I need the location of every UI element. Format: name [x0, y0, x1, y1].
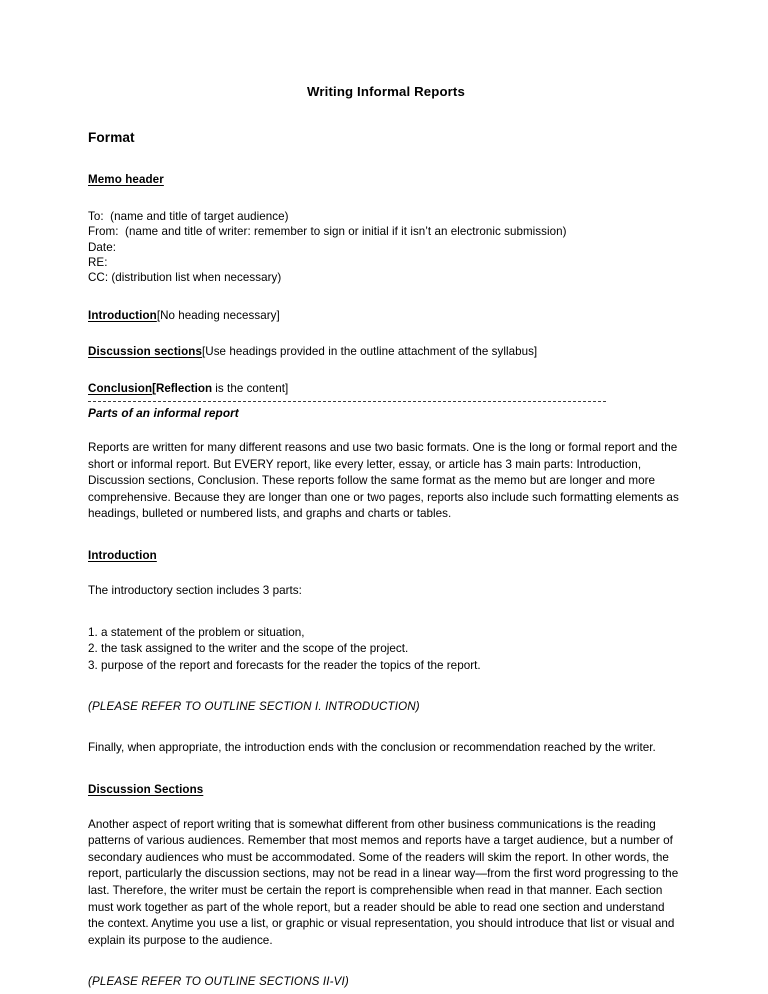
outline-heading-conclusion-label: Conclusion [88, 382, 153, 396]
section-heading-discussion-sections-label: Discussion Sections [88, 782, 204, 796]
note-outline-reference-discussion: (PLEASE REFER TO OUTLINE SECTIONS II-VI) [88, 975, 349, 989]
subsection-heading-memo-header [88, 172, 684, 188]
section-heading-format: Format [88, 129, 135, 145]
page-title: Writing Informal Reports [307, 84, 465, 99]
note-outline-reference-introduction: (PLEASE REFER TO OUTLINE SECTION I. INTRODUCTION) [88, 700, 420, 714]
section-divider [88, 401, 606, 402]
outline-heading-conclusion-note: is the content] [212, 382, 289, 396]
subheading-parts-of-informal-report: Parts of an informal report [88, 405, 239, 420]
memo-header-fields [88, 209, 684, 286]
outline-heading-discussion-sections-note: [Use headings provided in the outline attachment of the syllabus] [202, 345, 538, 359]
section-heading-discussion-sections [88, 782, 684, 797]
memo-line-to: To: (name and title of target audience) [88, 209, 289, 223]
memo-header-label: Memo header [88, 173, 164, 187]
list-introduction-parts [88, 625, 684, 675]
list-item: 3. purpose of the report and forecasts for the reader the topics of the report. [88, 658, 481, 672]
paragraph-introduction-closing: Finally, when appropriate, the introduction ends with the conclusion or recommendation reached by the writer. [88, 740, 656, 754]
paragraph-discussion-sections: Another aspect of report writing that is somewhat different from other business communications is the reading patterns of various audiences. Remember that most memos and reports have a target audience, but a number of secondary audiences who must be accommodated. Some of the readers will skim the report. In other words, the report, particularly the discussion sections, may not be read in a linear way—from the first word progressing to the last. Therefore, the writer must be certain the report is comprehensible when read in that manner. Each section must work together as part of the whole report, but a reader should be able to read one section and understand the context. Anytime you use a list, or graphic or visual representation, you should introduce that list or visual and explain its purpose to the audience. [88, 817, 679, 947]
document-body [88, 84, 684, 994]
list-item: 2. the task assigned to the writer and the scope of the project. [88, 642, 409, 656]
memo-line-re: RE: [88, 256, 108, 270]
section-heading-introduction-label: Introduction [88, 548, 157, 562]
memo-line-from: From: (name and title of writer: remember to sign or initial if it isn’t an electronic submission) [88, 225, 567, 239]
outline-heading-discussion-sections [88, 344, 684, 360]
list-item: 1. a statement of the problem or situation, [88, 625, 305, 639]
outline-heading-conclusion [88, 381, 684, 397]
section-heading-introduction [88, 548, 684, 563]
outline-heading-introduction-note: [No heading necessary] [156, 308, 280, 322]
outline-heading-introduction [88, 308, 684, 324]
paragraph-parts-of-report: Reports are written for many different reasons and use two basic formats. One is the long or formal report and the short or informal report. But EVERY report, like every letter, essay, or article has 3 main parts: Introduction, Discussion sections, Conclusion. These reports follow the same format as the memo but are longer and more comprehensive. Because they are longer than one or two pages, reports also include such formatting elements as headings, bulleted or numbered lists, and graphs and charts or tables. [88, 441, 679, 521]
outline-heading-discussion-sections-label: Discussion sections [88, 345, 203, 359]
outline-heading-introduction-label: Introduction [88, 308, 157, 322]
outline-heading-conclusion-bracket-bold: [Reflection [152, 382, 213, 396]
memo-line-cc: CC: (distribution list when necessary) [88, 271, 282, 285]
memo-line-date: Date: [88, 240, 116, 254]
paragraph-introduction-lead-in: The introductory section includes 3 parts: [88, 584, 302, 598]
